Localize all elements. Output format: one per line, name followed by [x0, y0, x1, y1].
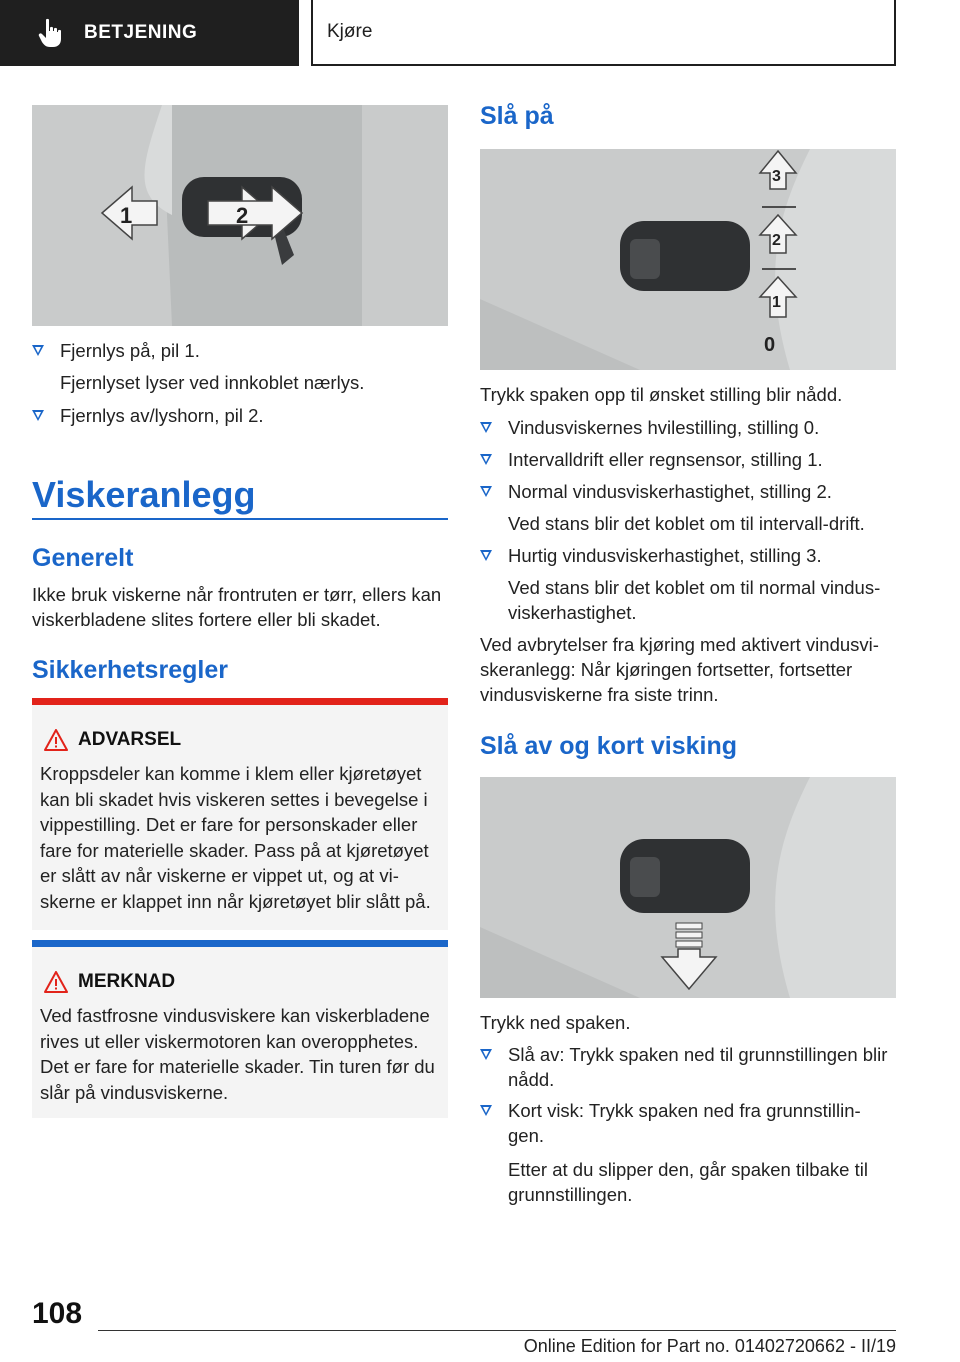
- bullet-triangle-icon: [480, 422, 492, 433]
- position-label-3: 3: [772, 168, 781, 185]
- notice-body: Ved fastfrosne vindusviskere kan viskerbladene rives ut eller viskermotoren kan overopphetes. Det er fare for materielle skader. Tin turen før du slår på vindusviskerne.: [40, 1005, 435, 1103]
- notice-title: MERKNAD: [78, 971, 176, 992]
- list-item-detail: Fjernlyset lyser ved innkoblet nærlys.: [60, 372, 365, 393]
- list-item: Vindusviskernes hvilestilling, stilling 0.: [480, 415, 896, 440]
- list-item-detail: Ved stans blir det koblet om til intervall-drift.: [508, 513, 865, 534]
- wiper-lever-up-illustration: [480, 149, 896, 370]
- section-heading-sikkerhetsregler: Sikkerhetsregler: [32, 656, 228, 684]
- bullet-triangle-icon: [32, 410, 44, 421]
- bullet-triangle-icon: [32, 345, 44, 356]
- section-heading-sla-av: Slå av og kort visking: [480, 732, 738, 760]
- warning-box: [32, 698, 448, 930]
- list-item: Kort visk: Trykk spaken ned fra grunnstillin-gen.: [480, 1098, 896, 1148]
- position-label-1: 1: [772, 294, 781, 311]
- footer-edition: Online Edition for Part no. 01402720662 - II/19: [523, 1336, 896, 1356]
- section-heading-generelt: Generelt: [32, 544, 134, 572]
- sla-pa-after: Ved avbrytelser fra kjøring med aktivert vindusvi-skeranlegg: Når kjøringen fortsetter, fortsetter vindusviskerne fra siste trinn.: [480, 634, 879, 705]
- arrow-label-1: 1: [120, 203, 133, 228]
- generelt-body: Ikke bruk viskerne når frontruten er tørr, ellers kan viskerbladene slites fortere eller bli skadet.: [32, 584, 442, 630]
- hand-pointer-icon: [38, 18, 64, 48]
- section-heading-sla-pa: Slå på: [480, 102, 554, 130]
- page-number: 108: [32, 1297, 83, 1330]
- wiper-on-figure: [480, 149, 896, 370]
- wiper-lever-down-illustration: [480, 777, 896, 998]
- chapter-title: Kjøre: [311, 0, 896, 66]
- bullet-triangle-icon: [480, 1049, 492, 1060]
- list-item: Fjernlys på, pil 1.: [32, 338, 448, 363]
- position-label-0: 0: [764, 334, 776, 356]
- chapter-heading: Viskeranlegg: [32, 474, 256, 515]
- arrow-label-2: 2: [236, 203, 249, 228]
- warning-title: ADVARSEL: [78, 729, 182, 750]
- warning-triangle-icon: [44, 729, 68, 751]
- section-tab-label: BETJENING: [84, 22, 198, 43]
- bullet-triangle-icon: [480, 550, 492, 561]
- list-item: Normal vindusviskerhastighet, stilling 2.: [480, 479, 896, 504]
- footer-rule: [98, 1330, 896, 1331]
- position-label-2: 2: [772, 232, 781, 249]
- high-beam-lever-illustration: [32, 105, 448, 326]
- bullet-triangle-icon: [480, 1105, 492, 1116]
- notice-box: [32, 940, 448, 1118]
- notice-triangle-icon: [44, 971, 68, 993]
- list-item: Intervalldrift eller regnsensor, stilling 1.: [480, 447, 896, 472]
- list-item: Hurtig vindusviskerhastighet, stilling 3.: [480, 543, 896, 568]
- bullet-triangle-icon: [480, 454, 492, 465]
- list-item-detail: Ved stans blir det koblet om til normal vindus-viskerhastighet.: [508, 577, 881, 623]
- bullet-triangle-icon: [480, 486, 492, 497]
- section-tab: [0, 0, 299, 66]
- high-beam-lever-figure: [32, 105, 448, 326]
- list-item: Slå av: Trykk spaken ned til grunnstillingen blir nådd.: [480, 1042, 896, 1092]
- list-item: Fjernlys av/lyshorn, pil 2.: [32, 403, 448, 428]
- warning-body: Kroppsdeler kan komme i klem eller kjøretøyet kan bli skadet hvis viskeren settes i bevegelse i vippestilling. Det er fare for personskader eller fare for materielle skader. Pass på at kjøretøyet er slått av når viskerne er vippet ut, og at vi-skerne er klappet inn når kjøretøyet blir slått på.: [40, 763, 431, 912]
- heading-rule: [32, 518, 448, 520]
- sla-pa-intro: Trykk spaken opp til ønsket stilling blir nådd.: [480, 384, 843, 405]
- list-item-detail: Etter at du slipper den, går spaken tilbake til grunnstillingen.: [508, 1159, 868, 1205]
- wiper-off-figure: [480, 777, 896, 998]
- sla-av-intro: Trykk ned spaken.: [480, 1012, 631, 1033]
